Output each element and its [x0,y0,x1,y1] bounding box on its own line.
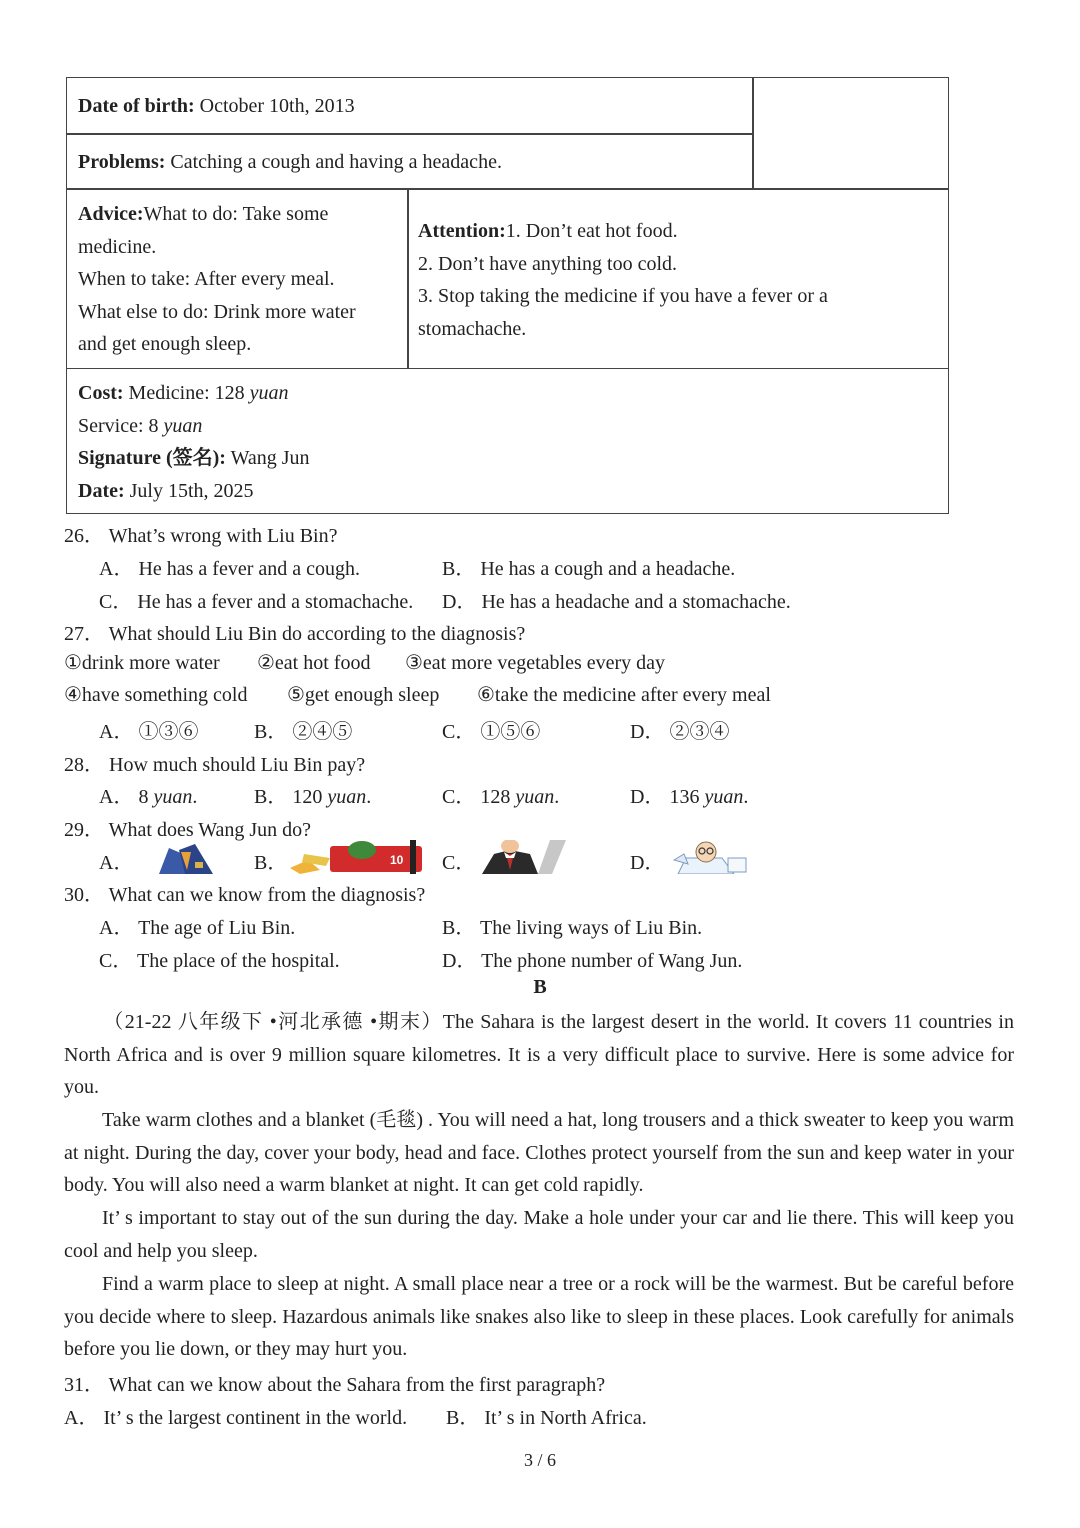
page-number: 3 / 6 [523,1450,556,1470]
q27-item-4: ④have something cold [64,684,248,706]
diagnosis-table [66,77,949,514]
q27-option-b: B． ②④⑤ [254,721,353,743]
q28-b-amount: B． 120 [254,786,328,808]
q28-c-amount: C． 128 [442,786,516,808]
paragraph-3 [64,1202,1014,1267]
advice-label: Advice: [78,203,144,225]
dob-value: October 10th, 2013 [194,95,355,117]
q28-option-b [254,780,371,809]
problems-value: Catching a cough and having a headache. [165,151,502,173]
q26-option-d: D． He has a headache and a stomachache. [442,591,791,613]
period: . [192,786,198,808]
signature-value: Wang Jun [225,447,310,469]
signature-label: Signature (签名): [78,447,226,469]
paragraph-2 [64,1104,1014,1202]
q30-option-d: D． The phone number of Wang Jun. [442,950,743,972]
advice-line: When to take: After every meal. [78,268,335,290]
yuan-unit: yuan [153,786,193,808]
q26-option-c: C． He has a fever and a stomachache. [99,591,414,613]
q27-option-c: C． ①⑤⑥ [442,721,541,743]
q28-option-a [99,780,197,809]
advice-line: What to do: Take some [143,203,329,225]
advice-line: What else to do: Drink more water [78,300,356,323]
question-29: 29． What does Wang Jun do? [64,819,312,841]
q30-option-a: A． The age of Liu Bin. [99,917,296,939]
q31-option-a: A． It’ s the largest continent in the world. [64,1407,408,1429]
advice-text [78,198,403,361]
q28-option-c [442,780,559,809]
question-27: 27． What should Liu Bin do according to the diagnosis? [64,623,526,645]
attention-label: Attention: [418,220,506,242]
yuan-unit: yuan [515,786,555,808]
attention-line: 1. Don’t eat hot food. [505,220,678,242]
question-31: 31． What can we know about the Sahara from the first paragraph? [64,1374,606,1396]
doctor-picture [672,840,750,874]
section-heading: B [533,976,547,998]
attention-line: 2. Don’t have anything too cold. [418,252,678,275]
paragraph-3-text: It’ s important to stay out of the sun during the day. Make a hole under your car and lie there. This will keep you cool and help you sleep. [64,1207,1014,1262]
q27-item-3: ③eat more vegetables every day [405,652,666,674]
paragraph-4 [64,1268,1014,1366]
q29-option-b: B． [254,852,288,874]
paragraph-4-text: Find a warm place to sleep at night. A small place near a tree or a rock will be the warmest. But be careful before you decide where to sleep. Hazardous animals like snakes also like to sleep in these places. Look carefully for animals before you lie down, or they may hurt you. [64,1273,1014,1361]
period: . [554,786,560,808]
dob-label: Date of birth: [78,95,195,117]
q29-option-a: A． [99,852,134,874]
q30-option-b: B． The living ways of Liu Bin. [442,917,703,939]
q26-option-b: B． He has a cough and a headache. [442,558,736,580]
paragraph-1-text: （21-22 八年级下 •河北承德 •期末）The Sahara is the largest desert in the world. It covers 11 countries in North Africa and is over 9 million square kilometres. It is a very difficult place to survive. Here is some advice for you. [64,1011,1014,1099]
q29-option-c: C． [442,852,476,874]
businessman-picture [480,840,568,874]
service-value: Service: 8 [78,414,164,437]
q29-option-d: D． [630,852,665,874]
q30-option-c: C． The place of the hospital. [99,950,340,972]
q28-option-d [630,780,748,809]
q27-item-2: ②eat hot food [257,652,371,674]
cost-label: Cost: [78,382,124,404]
q27-item-1: ①drink more water [64,652,220,674]
q27-option-d: D． ②③④ [630,721,730,743]
q27-item-6: ⑥take the medicine after every meal [477,684,771,706]
photo-cell [752,77,949,190]
advice-line: medicine. [78,235,157,258]
q26-option-a: A． He has a fever and a cough. [99,558,361,580]
advice-line: and get enough sleep. [78,333,252,355]
yuan-unit: yuan [327,786,367,808]
football-player-picture [290,840,435,874]
question-26: 26． What’s wrong with Liu Bin? [64,525,338,547]
question-30: 30． What can we know from the diagnosis? [64,884,426,906]
dob-text [78,90,355,123]
q28-a-amount: A． 8 [99,786,154,808]
service-unit: yuan [163,414,203,437]
jersey-number: 10 [390,853,404,867]
policeman-picture [155,840,217,874]
problems-label: Problems: [78,151,166,173]
period: . [743,786,749,808]
q31-option-b: B． It’ s in North Africa. [446,1407,647,1429]
q27-option-a: A． ①③⑥ [99,721,199,743]
attention-line: stomachache. [418,317,527,340]
date-value: July 15th, 2025 [124,479,254,502]
q27-item-5: ⑤get enough sleep [287,684,440,706]
attention-text [418,215,938,345]
yuan-unit: yuan [704,786,744,808]
cost-text [78,377,310,507]
question-28: 28． How much should Liu Bin pay? [64,754,366,776]
date-label: Date: [78,479,125,502]
problems-text [78,146,502,179]
cost-unit: yuan [249,382,289,404]
attention-line: 3. Stop taking the medicine if you have a fever or a [418,285,828,307]
q28-d-amount: D． 136 [630,786,705,808]
cost-value: Medicine: 128 [123,382,250,404]
paragraph-1 [64,1006,1014,1104]
period: . [366,786,372,808]
paragraph-2-text: Take warm clothes and a blanket (毛毯) . You will need a hat, long trousers and a thick sweater to keep you warm at night. During the day, cover your body, head and face. Clothes protect yourself from the sun and keep water in your body. You will also need a warm blanket at night. It can get cold rapidly. [64,1109,1014,1197]
